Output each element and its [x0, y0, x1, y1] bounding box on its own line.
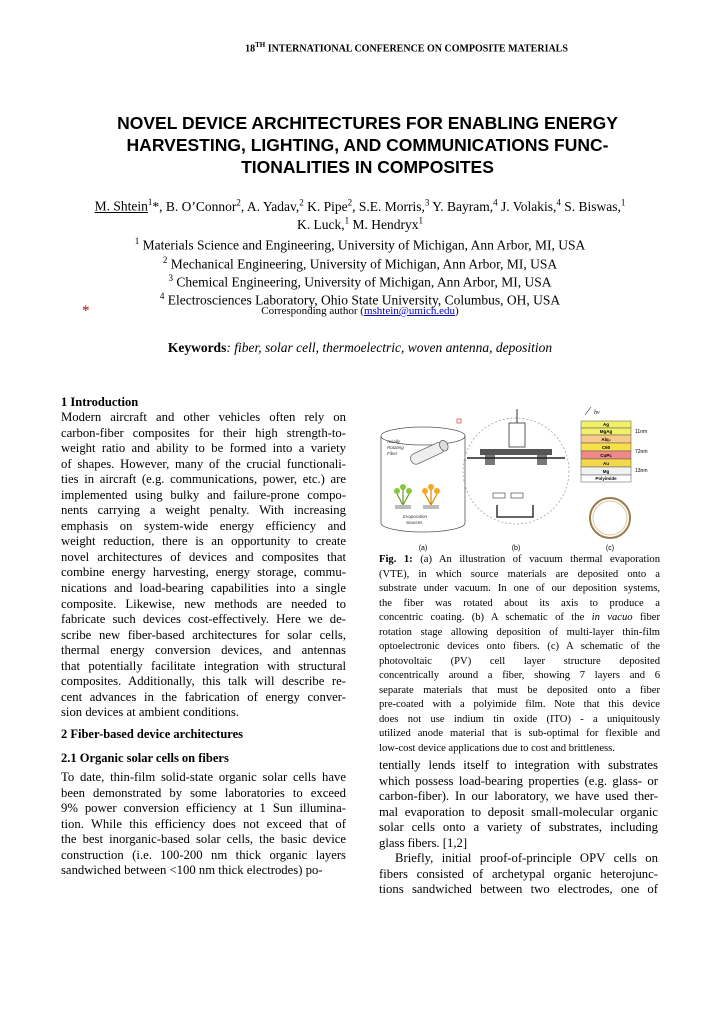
author-affiliation-number: 1 [418, 215, 423, 225]
paper-title [80, 112, 655, 178]
author-affiliation-number: 3 [424, 197, 430, 207]
text-line: weight ratio and ability to be formed into a variety [61, 441, 346, 456]
panel-a-chamber [381, 427, 465, 532]
author-affiliation-number: 4 [556, 197, 561, 207]
text-line: composites. Additionally, this talk will describe re- [61, 674, 346, 689]
conference-number-suffix: TH [255, 41, 266, 49]
solar-cells-paragraph [61, 770, 346, 879]
title-line: HARVESTING, LIGHTING, AND COMMUNICATIONS FUNC- [126, 135, 609, 155]
text-line: fabricate such devices cost-effectively. Here we de- [61, 612, 346, 627]
author-name: S. Biswas, [560, 198, 621, 214]
conference-number: 18 [245, 43, 256, 55]
caption-text: low-cost device applications due to cost and brittleness. [379, 742, 615, 754]
author-name: J. Volakis, [497, 198, 557, 214]
text-line: fibers consisted of archetypal organic heterojunc- [379, 866, 658, 881]
text-line: nents carrying a weight penalty. With increasing [61, 503, 346, 518]
chamber-label: Axially [387, 439, 401, 444]
text-line: weight reduction, there is an opportunity to create [61, 534, 346, 549]
text-line: sion devices at ambient conditions. [61, 705, 239, 720]
text-line: nications and load-bearing capabilities into a single [61, 581, 346, 596]
layer-label: Mg [602, 469, 610, 474]
title-line: TIONALITIES IN COMPOSITES [241, 157, 494, 177]
text-line: that potentially facilitate integration with structural [61, 658, 346, 673]
author-affiliation-number: 1 [147, 197, 153, 207]
affiliation-text: Chemical Engineering, University of Michigan, Ann Arbor, MI, USA [172, 274, 552, 290]
author-name: Y. Bayram, [429, 198, 494, 214]
evaporation-source-orange [422, 484, 440, 509]
author-name: , A. Yadav, [240, 198, 300, 214]
caption-line [379, 698, 660, 713]
text-line: tentially lends itself to integration with substrates [379, 758, 658, 772]
layer-label: Alq₃ [601, 437, 611, 442]
caption-line [379, 669, 660, 684]
text-line: ties in aircraft (e.g. communications, power, etc.) are [61, 472, 346, 487]
caption-text: fiber [632, 612, 661, 623]
email-link[interactable]: mshtein@umich.edu [363, 305, 456, 317]
caption-line [379, 582, 660, 597]
section-heading-introduction: 1 Introduction [61, 395, 139, 409]
figure-1 [375, 405, 658, 553]
caption-line [379, 597, 660, 612]
layer-label: C60 [601, 445, 611, 450]
caption-italic: in vacuo [591, 612, 633, 623]
text-line: cent advances in the fabrication of energy conver- [61, 689, 346, 704]
layer-label: MgAg [599, 429, 613, 434]
affiliation-number: 1 [134, 236, 140, 246]
conference-name: INTERNATIONAL CONFERENCE ON COMPOSITE MATERIALS [265, 43, 568, 55]
caption-line [379, 611, 660, 626]
text-line: implemented using bulky and failure-prone compo- [61, 487, 346, 502]
caption-line [379, 568, 660, 583]
figure-1-caption [379, 553, 660, 756]
caption-line [379, 742, 660, 757]
right-column-paragraph [379, 758, 658, 898]
layer-label: CuPc [600, 453, 612, 458]
author-affiliation-number: 4 [493, 197, 498, 207]
text-line: Briefly, initial proof-of-principle OPV cells on [395, 851, 658, 866]
author-name: K. Luck, [297, 216, 345, 232]
text-line: scribe new fiber-based architectures for solar cells, [61, 627, 346, 642]
author-list-line-2 [60, 215, 660, 233]
thickness-label: 13nm [635, 468, 648, 474]
text-line: glass fibers. [1,2] [379, 835, 468, 850]
caption-text: does not use indium tin oxide (ITO) - a uniquitously [379, 713, 660, 725]
affiliation-text: Electrosciences Laboratory, Ohio State University, Columbus, OH, USA [164, 292, 561, 308]
affiliation-1 [60, 236, 660, 254]
first-author-name[interactable]: M. Shtein [94, 198, 148, 214]
author-name: *, B. O’Connor [152, 198, 237, 214]
text-line: tion. While this efficiency does not exceed that of [61, 816, 346, 831]
caption-text: concentrically around a fiber, showing 7 layers and 6 [379, 670, 660, 681]
title-line: NOVEL DEVICE ARCHITECTURES FOR ENABLING ENERGY [117, 113, 618, 133]
text-line: carbon-fiber). In our laboratory, we have used ther- [379, 789, 658, 804]
caption-text: concentric coating. (b) A schematic of the [379, 612, 592, 623]
caption-line [379, 684, 660, 699]
author-affiliation-number: 1 [344, 215, 350, 225]
keywords-text: : fiber, solar cell, thermoelectric, woven antenna, deposition [226, 340, 553, 355]
caption-line [379, 713, 660, 728]
author-list-line-1 [60, 197, 660, 215]
conference-header [0, 41, 720, 54]
caption-text: rotation stage allowing deposition of multi-layer thin-film [379, 626, 660, 638]
author-affiliation-number: 2 [347, 197, 353, 207]
corresponding-prefix: Corresponding author ( [261, 305, 364, 317]
layer-label: Au [603, 461, 609, 466]
keywords-label: Keywords [167, 340, 227, 355]
text-line: the best inorganic-based solar cells, the basic device [61, 832, 346, 847]
author-affiliation-number: 1 [620, 197, 626, 207]
text-line: composite. Likewise, new methods are needed to [61, 596, 346, 611]
text-line: which possess load-bearing properties (e.g. glass- or [379, 773, 658, 788]
panel-c-layer-stack [581, 407, 648, 538]
text-line: solar cells onto a variety of substrates, including [379, 820, 658, 835]
subsection-heading-solar-cells: 2.1 Organic solar cells on fibers [61, 751, 229, 765]
text-line: Modern aircraft and other vehicles often rely on [61, 410, 346, 424]
caption-text: photovoltaic (PV) cell layer structure deposited [379, 655, 660, 667]
caption-line [379, 655, 660, 670]
affiliation-2 [60, 255, 660, 273]
hv-label: hv [594, 410, 600, 416]
affiliation-text: Materials Science and Engineering, University of Michigan, Ann Arbor, MI, USA [139, 237, 586, 253]
caption-text: substrate under vacuum. In one of our deposition systems, [379, 583, 660, 594]
caption-text: optoelectronic devices onto fibers. (c) A schematic of the [379, 641, 660, 652]
caption-text: separate materials that must be deposited onto a fiber [379, 684, 660, 696]
affiliation-3 [60, 273, 660, 291]
text-line: construction (i.e. 100-200 nm thick organic layers [61, 847, 346, 862]
text-line: carbon-fiber composites for their high strength-to- [61, 425, 346, 440]
caption-line [379, 553, 660, 568]
caption-text: utilized anode material that is sub-optimal for flexible and [379, 728, 660, 739]
keywords [60, 340, 660, 356]
text-line: sandwiched between <100 nm thick electrodes) po- [61, 863, 323, 878]
panel-label-c: (c) [605, 545, 615, 552]
panel-label-a: (a) [418, 545, 428, 552]
layer-label: Ag [603, 422, 609, 427]
author-name: M. Hendryx [349, 216, 419, 232]
affiliation-number: 2 [162, 255, 168, 265]
text-line: combine energy harvesting, energy storage, commu- [61, 565, 346, 580]
corresponding-suffix: ) [455, 305, 459, 317]
thickness-label: 11nm [635, 429, 648, 435]
caption-label: Fig. 1: [379, 554, 413, 565]
text-line: emphasis on system-wide energy efficiency and [61, 518, 346, 533]
caption-line [379, 626, 660, 641]
author-name: , S.E. Morris, [352, 198, 425, 214]
thickness-label: 72nm [635, 449, 648, 455]
panel-b-rotation-stage [457, 409, 569, 524]
affiliation-number: 3 [168, 273, 173, 283]
section-heading-fiber-devices: 2 Fiber-based device architectures [61, 727, 244, 741]
chamber-label: Sources [406, 520, 423, 525]
corresponding-author [60, 305, 660, 317]
panel-label-b: (b) [511, 545, 521, 552]
caption-text: the fiber was rotated about its axis to produce a [379, 597, 660, 609]
affiliation-number: 4 [159, 291, 165, 301]
corresponding-star: * [82, 303, 90, 319]
layer-label: Polyimide [595, 476, 617, 481]
text-line: To date, thin-film solid-state organic solar cells have [61, 770, 346, 784]
text-line: tions sandwiched between two electrodes, one of [379, 882, 658, 897]
author-affiliation-number: 2 [299, 197, 304, 207]
chamber-label: Evaporation [403, 514, 428, 519]
caption-line [379, 727, 660, 742]
chamber-label: Rotating [387, 445, 404, 450]
evaporation-source-green [394, 484, 412, 509]
affiliation-text: Mechanical Engineering, University of Michigan, Ann Arbor, MI, USA [167, 256, 558, 272]
text-line: thermal energy conversion devices, and antennas [61, 643, 346, 658]
text-line: of shapes. However, many of the crucial functionali- [61, 456, 346, 471]
text-line: been demonstrated by some laboratories to exceed [61, 785, 346, 800]
caption-text: (VTE), in which source materials are deposited onto a [379, 568, 660, 580]
text-line: mal evaporation to deposit small-molecular organic [379, 804, 658, 819]
author-name: K. Pipe [303, 198, 348, 214]
text-line: novel architectures of devices and composites that [61, 549, 346, 564]
caption-text: (a) An illustration of vacuum thermal evaporation [412, 554, 660, 565]
caption-line [379, 640, 660, 655]
author-affiliation-number: 2 [236, 197, 241, 207]
caption-text: pre-coated with a polyimide film. Note that this device [379, 699, 660, 710]
text-line: 9% power conversion efficiency at 1 Sun illumina- [61, 801, 346, 816]
introduction-paragraph [61, 410, 346, 721]
chamber-label: Fiber [387, 451, 398, 456]
